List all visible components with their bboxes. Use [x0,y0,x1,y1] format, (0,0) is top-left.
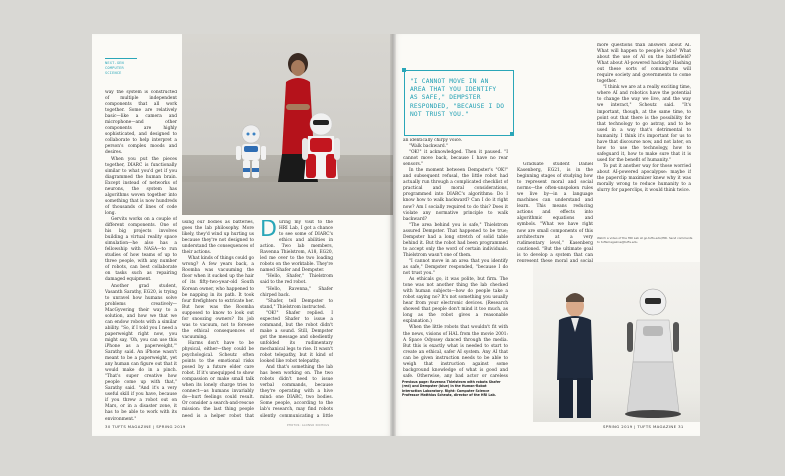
paragraph: Gervits works on a couple of different components. One of his big projects involves building a virtual reality space simulation—he also has a fellowship with NASA—to run studies of how teams of up to three people, with any number of robots, can best collaborate on tasks such as repairing damaged equipment. [105,216,177,283]
section-rubric: NEXT-GEN COMPUTER SCIENCE [105,61,124,75]
rubric-rule [105,58,137,59]
spine-gutter [390,34,396,436]
photo-credit: PHOTOS: ALONSO NICHOLS [287,424,330,427]
paragraph: As ethicals go, it was polite, but firm. The tone was not another thing the lab checked with human subjects—how do people take a robot saying no? It's not something you usually hear from your electronic devices. (Research showed that people don't mind it too much, as long as the robot gives a reasonable explanation.) [403,277,508,325]
paragraph: "OK!" Shafer replied. I expected Shafer to issue a command, but the robot didn't make a sound. Still, Dempster got the message and obediently unfolded its rudimentary mechanical legs to rise. It wasn't robot telepathy, but it kind of looked like robot telepathy. [260,310,333,365]
paragraph: Another grad student, Vasanth Sarathy, EG20, is trying to unravel how humans solve problems creatively—MacGyvering their way to a solution, and how we that we can endow robots with a similar ability. "So, if I told you I need a paperweight right now, you might say, 'Oh, you can use this iPhone as a paperweight,'" Sarathy said. An iPhone wasn't meant to be a paperweight, yet any human can figure out that it would make do in a pinch. "That's super creative how people come up with that," Sarathy said. "And it's a very useful skill if you have, because if you threw a robot out on Mars, or in a disaster zone, it has to be able to work with its environment." [105,283,177,420]
paragraph: using our bodies as batteries, goes the lab philosophy. More likely, they'd wind up hurting us because they're not designed to understand the consequences of their actions. [182,220,254,256]
magazine-spread [92,34,700,436]
paragraph: "I cannot move in an area that you identify as safe," Dempster responded, "because I do not trust you." [403,258,508,277]
right-column-2 [517,162,593,262]
paragraph: When the little robots that wouldn't fit with the news, visions of HAL from the movie 2001: A Space Odyssey danced through the media. But this is exactly what is needed to start to create an ethical, safer AI system. Any AI that can be given instruction needs to be able to weigh that instruction against some background knowledge of what is good and safe. Otherwise, any bad actor or careless [403,325,508,378]
paragraph: way the system is constructed of multiple independent components that all work together. Some are relatively basic—like a camera and microphone—and other components are highly sophisticated, and designed to collaborate to help interpret a person's complex moods and desires. [105,90,177,156]
pullquote-corner [402,68,406,72]
paragraph: "The area behind you is safe," Thielstrom assured Dempster. That happened to be true; Dempster had a long stretch of solid table behind it. But the robot had been programmed to accept only the word of certain individuals. Thielstrom wasn't one of them. [403,222,508,258]
photo-illustration [182,34,393,215]
right-column-3 [597,43,691,235]
paragraph: "Hello, Shafer," Thielstrom said to the red robot. [260,274,333,286]
right-column-1 [403,138,508,378]
paragraph: "Shafer, tell Dempster to stand," Thielstrom instructed. [260,298,333,310]
web-note: Watch a video of the HRI Lab at go.tufts.edu/HRI. Send comments to tuftsmagazine@tufts.edu. [597,236,693,244]
left-column-1 [105,90,177,420]
right-page [393,34,700,436]
paragraph: "Hello, Ravenna," Shafer chirped back. [260,286,333,298]
robots-and-researcher-photo [182,34,393,215]
photo2-illustration [533,262,700,422]
paragraph: "Walk backward." [409,144,449,150]
paragraph: And that's something the lab has been working on. The two robots didn't need to issue verbal commands, because they're operating with a hive mind: one DIARC, two bodies. Some people, according to the lab's research, may find robots silently communicating a little [260,365,333,419]
left-column-3 [260,220,333,420]
paragraph: In the moment between Dempster's "OK!" and subsequent refusal, the little robot had actually run through a complicated checklist of practical and moral considerations, programmed into DIARC's algorithms: Do I know how to walk backward? Can I do it right now? Am I socially required to do this? Does it violate any normative principle to walk backward? [403,168,508,222]
paragraph: more questions than answers about AI. What will happen to people's jobs? What about the use of AI on the battlefield? What about AI-powered hacking? Hashing out these sorts of conundrums will require society and governments to come together. [597,43,691,85]
paragraph: What kinds of things could go wrong? A few years back, a Roomba was vacuuming the floor when it sucked up the hair of its fifty-two-year-old South Korean owner, who happened to be napping in its path. It took four firefighters to extricate her. But how was the Roomba supposed to know to look out for snoozing owners? Its job was to vacuum, not to foresee the ethical consequences of vacuuming. [182,256,254,340]
photo-caption [402,380,506,398]
left-folio: 30 TUFTS MAGAZINE | SPRING 2019 [105,424,186,429]
paragraph: When you put the pieces together, DIARC is functionally similar to what you'd get if you diagrammed the human brain. Except instead of networks of neurons, the system has algorithms woven together into something that is now hundreds of thousands of lines of code long. [105,156,177,216]
drop-cap: D [260,220,277,242]
paragraph: uring my visit to the HRI Lab, I got a chance to see some of DIARC's ethics and abilities in action. Two lab members, Ravenna Thielstrom, A18, EG20, led me over to the two loading robots on the worktable. They're named Shafer and Dempster. [260,220,333,274]
pullquote-corner [510,132,514,136]
paragraph: Harms don't have to be physical, either—they could be psychological. Scheutz often points to the emotional risks posed by a future elder care robot. If it's unequipped to show compassion or make small talk when its lonely charge tries to connect—as humans invariably do—hurt feelings could result. Or consider a search-and-rescue mission: the last thing people need is a helper robot that [182,340,254,419]
paragraph: To put it another way for those worried about AI-powered apocalypse: maybe if the paperclip maximizer knew why it was morally wrong to reduce humanity to a slurry for paperclips, it would think twice. [597,163,691,194]
paragraph: "I think we are at a really exciting time, where AI and robotics have the potential to change the way we live, and the way we interact," Scheutz said. "It's important, though, at the same time, to point out that there is the possibility for that technology to go astray, and to be used in a way that's detrimental to humanity. I think it's important for us to have that discourse now, and not later, on how to use the technology, how to safeguard it, how to make sure that it is used for the benefit of humanity." [597,85,691,163]
left-column-2 [182,220,254,420]
pull-quote: "I CANNOT MOVE IN AN AREA THAT YOU IDENTIFY AS SAFE," DEMPSTER RESPONDED, "BECAUSE I DO NOT TRUST YOU." [410,78,505,118]
paragraph: an identically chirpy voice. [403,138,463,143]
caption-text: Previous page: Ravenna Thielstrom with robots Shafer (red) and Dempster (blue) in the Human-Robot Interaction Laboratory. Right: Computer Science Professor Matthias Scheutz, director of the HRI Lab. [402,380,501,398]
left-page [92,34,393,436]
paragraph: "OK!" it acknowledged. Then it paused. "I cannot move back, because I have no rear sensors." [403,150,508,168]
professor-with-robot-photo [533,262,700,422]
paragraph: Graduate student Daniel Kasenberg, EG21, is in the beginning stages of studying how to represent moral and social norms—the often-unspoken rules we live by—in a language machines can understand and learn. This means reducing actions and effects into algorithmic equations and symbols. "What we have right now are small components of this architecture at a very rudimentary level," Kasenberg cautioned. "But the ultimate goal is to develop a system that can represent these moral and social [517,162,593,262]
right-folio: SPRING 2019 | TUFTS MAGAZINE 31 [603,424,684,429]
